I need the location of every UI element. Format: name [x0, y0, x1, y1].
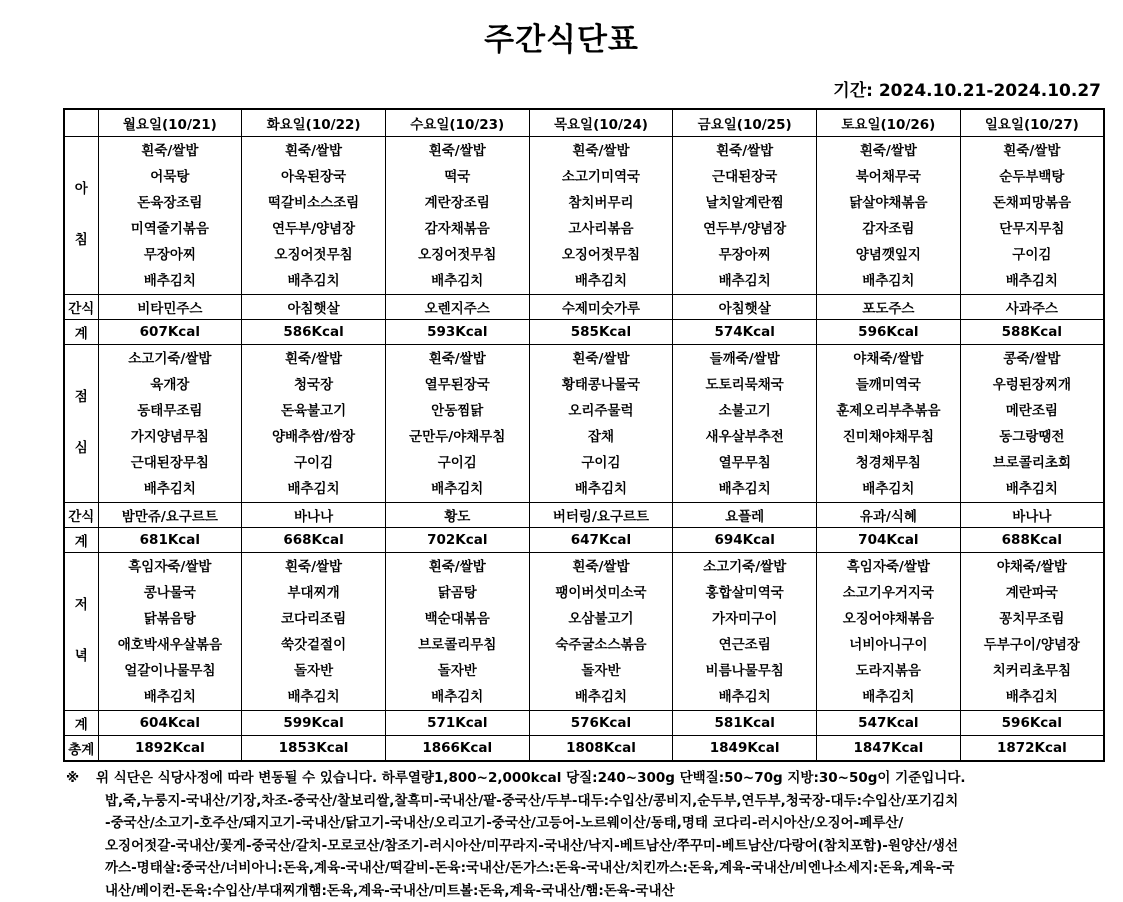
lunch-kcal-cell: 668Kcal	[242, 528, 386, 553]
dish-item: 배추김치	[242, 476, 385, 502]
dinner-kcal-label: 계	[64, 711, 98, 736]
breakfast-label-char: 침	[65, 228, 98, 254]
lunch-label-char	[65, 411, 98, 437]
dish-item: 돈육불고기	[242, 398, 385, 424]
dish-item: 북어채무국	[817, 164, 960, 190]
breakfast-kcal-cell: 596Kcal	[817, 320, 961, 345]
dish-item: 배추김치	[961, 476, 1103, 502]
breakfast-cell	[817, 137, 961, 295]
dinner-label-char: 녁	[65, 644, 98, 670]
day-header: 일요일(10/27)	[960, 109, 1104, 137]
breakfast-cell	[673, 137, 817, 295]
dish-item: 잡채	[530, 424, 673, 450]
dinner-label	[64, 553, 98, 711]
dish-item: 야채죽/쌀밥	[961, 554, 1103, 580]
dinner-kcal-cell: 581Kcal	[673, 711, 817, 736]
dish-item: 배추김치	[242, 684, 385, 710]
dish-item: 황태콩나물국	[530, 372, 673, 398]
dish-item: 군만두/야채무침	[386, 424, 529, 450]
notes	[66, 767, 1106, 902]
total-kcal-cell: 1849Kcal	[673, 736, 817, 762]
lunch-cell	[242, 345, 386, 503]
dish-item: 메란조림	[961, 398, 1103, 424]
dish-item: 단무지무침	[961, 216, 1103, 242]
dish-item: 브로콜리무침	[386, 632, 529, 658]
dish-item: 무장아찌	[99, 242, 242, 268]
dish-item: 육개장	[99, 372, 242, 398]
dish-item: 흰죽/쌀밥	[386, 346, 529, 372]
dish-item: 계란파국	[961, 580, 1103, 606]
dish-item: 닭곰탕	[386, 580, 529, 606]
dish-item: 근대된장국	[673, 164, 816, 190]
dish-item: 닭살야채볶음	[817, 190, 960, 216]
dish-item: 오리주물럭	[530, 398, 673, 424]
lunch-label-char: 심	[65, 436, 98, 462]
weekly-menu-table	[63, 108, 1105, 762]
lunch-snack-cell: 바나나	[960, 503, 1104, 528]
dish-item: 흰죽/쌀밥	[386, 138, 529, 164]
dish-item: 우렁된장찌개	[961, 372, 1103, 398]
total-kcal-row	[64, 736, 1104, 762]
dish-item: 치커리초무침	[961, 658, 1103, 684]
dish-item: 홍합살미역국	[673, 580, 816, 606]
dish-item: 구이김	[242, 450, 385, 476]
dish-item: 구이김	[386, 450, 529, 476]
lunch-kcal-cell: 688Kcal	[960, 528, 1104, 553]
lunch-snack-cell: 요플레	[673, 503, 817, 528]
corner-cell	[64, 109, 98, 137]
dish-item: 소고기우거지국	[817, 580, 960, 606]
day-header-row	[64, 109, 1104, 137]
dish-item: 돈채피망볶음	[961, 190, 1103, 216]
dish-item: 흑임자죽/쌀밥	[99, 554, 242, 580]
dish-item: 오삼불고기	[530, 606, 673, 632]
dish-item: 오징어야채볶음	[817, 606, 960, 632]
total-kcal-cell: 1853Kcal	[242, 736, 386, 762]
breakfast-snack-cell: 사과주스	[960, 295, 1104, 320]
dinner-cell	[817, 553, 961, 711]
dish-item: 쑥갓겉절이	[242, 632, 385, 658]
breakfast-kcal-cell: 588Kcal	[960, 320, 1104, 345]
breakfast-snack-row	[64, 295, 1104, 320]
total-kcal-cell: 1808Kcal	[529, 736, 673, 762]
dinner-cell	[960, 553, 1104, 711]
dinner-kcal-cell: 576Kcal	[529, 711, 673, 736]
menu-period: 기간: 2024.10.21-2024.10.27	[833, 76, 1101, 101]
dish-item: 미역줄기볶음	[99, 216, 242, 242]
dish-item: 부대찌개	[242, 580, 385, 606]
dish-item: 팽이버섯미소국	[530, 580, 673, 606]
breakfast-snack-cell: 비타민주스	[98, 295, 242, 320]
dish-item: 배추김치	[530, 684, 673, 710]
breakfast-snack-label: 간식	[64, 295, 98, 320]
dish-item: 열무된장국	[386, 372, 529, 398]
lunch-snack-cell: 밤만쥬/요구르트	[98, 503, 242, 528]
dish-item: 브로콜리초회	[961, 450, 1103, 476]
dinner-cell	[529, 553, 673, 711]
dish-item: 떡갈비소스조림	[242, 190, 385, 216]
dinner-label-char	[65, 619, 98, 645]
dish-item: 구이김	[961, 242, 1103, 268]
dish-item: 근대된장무침	[99, 450, 242, 476]
lunch-kcal-cell: 681Kcal	[98, 528, 242, 553]
dish-item: 흰죽/쌀밥	[817, 138, 960, 164]
dish-item: 청경채무침	[817, 450, 960, 476]
lunch-kcal-cell: 702Kcal	[385, 528, 529, 553]
lunch-snack-label: 간식	[64, 503, 98, 528]
dish-item: 양배추쌈/쌈장	[242, 424, 385, 450]
dinner-cell	[242, 553, 386, 711]
dish-item: 아욱된장국	[242, 164, 385, 190]
dish-item: 두부구이/양념장	[961, 632, 1103, 658]
dish-item: 흰죽/쌀밥	[530, 554, 673, 580]
lunch-cell	[817, 345, 961, 503]
dish-item: 콩나물국	[99, 580, 242, 606]
breakfast-cell	[98, 137, 242, 295]
breakfast-snack-cell: 오렌지주스	[385, 295, 529, 320]
breakfast-kcal-row	[64, 320, 1104, 345]
lunch-row	[64, 345, 1104, 503]
dish-item: 코다리조림	[242, 606, 385, 632]
dinner-label-char: 저	[65, 593, 98, 619]
dish-item: 오징어젓무침	[386, 242, 529, 268]
lunch-cell	[385, 345, 529, 503]
dish-item: 가지양념무침	[99, 424, 242, 450]
day-header: 수요일(10/23)	[385, 109, 529, 137]
dish-item: 진미채야채무침	[817, 424, 960, 450]
day-header: 금요일(10/25)	[673, 109, 817, 137]
dish-item: 애호박새우살볶음	[99, 632, 242, 658]
dish-item: 동태무조림	[99, 398, 242, 424]
dish-item: 콩죽/쌀밥	[961, 346, 1103, 372]
dish-item: 흰죽/쌀밥	[961, 138, 1103, 164]
dish-item: 너비아니구이	[817, 632, 960, 658]
dish-item: 새우살부추전	[673, 424, 816, 450]
dish-item: 숙주굴소스볶음	[530, 632, 673, 658]
dinner-kcal-row	[64, 711, 1104, 736]
dish-item: 비름나물무침	[673, 658, 816, 684]
dish-item: 야채죽/쌀밥	[817, 346, 960, 372]
lunch-cell	[529, 345, 673, 503]
dish-item: 어묵탕	[99, 164, 242, 190]
breakfast-kcal-cell: 607Kcal	[98, 320, 242, 345]
dish-item: 청국장	[242, 372, 385, 398]
menu-body	[64, 137, 1104, 762]
dish-item: 날치알계란찜	[673, 190, 816, 216]
breakfast-label	[64, 137, 98, 295]
lunch-snack-cell: 유과/식혜	[817, 503, 961, 528]
dish-item: 소고기미역국	[530, 164, 673, 190]
total-kcal-cell: 1872Kcal	[960, 736, 1104, 762]
dish-item: 연근조림	[673, 632, 816, 658]
lunch-cell	[98, 345, 242, 503]
dish-item: 돌자반	[530, 658, 673, 684]
dish-item: 들깨미역국	[817, 372, 960, 398]
dish-item: 동그랑땡전	[961, 424, 1103, 450]
breakfast-label-char	[65, 203, 98, 229]
dish-item: 도토리묵채국	[673, 372, 816, 398]
dish-item: 구이김	[530, 450, 673, 476]
note-calorie-standard: 위 식단은 식당사정에 따라 변동될 수 있습니다. 하루열량1,800~2,000kcal 당질:240~300g 단백질:50~70g 지방:30~50g이 기준입니다.	[66, 767, 1106, 790]
breakfast-kcal-cell: 593Kcal	[385, 320, 529, 345]
dish-item: 돈육장조림	[99, 190, 242, 216]
dish-item: 떡국	[386, 164, 529, 190]
dish-item: 배추김치	[242, 268, 385, 294]
dish-item: 연두부/양념장	[242, 216, 385, 242]
note-origin-line: 밥,죽,누룽지-국내산/기장,차조-중국산/찰보리쌀,찰흑미-국내산/팥-중국산/두부-대두:수입산/콩비지,순두부,연두부,청국장-대두:수입산/포기김치	[105, 790, 1106, 813]
dish-item: 닭볶음탕	[99, 606, 242, 632]
dish-item: 배추김치	[673, 476, 816, 502]
dish-item: 백순대볶음	[386, 606, 529, 632]
dish-item: 오징어젓무침	[242, 242, 385, 268]
dish-item: 배추김치	[961, 684, 1103, 710]
dish-item: 흰죽/쌀밥	[386, 554, 529, 580]
breakfast-snack-cell: 수제미숫가루	[529, 295, 673, 320]
dish-item: 배추김치	[817, 684, 960, 710]
dish-item: 돌자반	[242, 658, 385, 684]
dish-item: 흑임자죽/쌀밥	[817, 554, 960, 580]
dish-item: 배추김치	[673, 268, 816, 294]
dish-item: 참치버무리	[530, 190, 673, 216]
lunch-kcal-cell: 694Kcal	[673, 528, 817, 553]
note-origin-line: -중국산/소고기-호주산/돼지고기-국내산/닭고기-국내산/오리고기-중국산/고등어-노르웨이산/동태,명태 코다리-러시아산/오징어-페루산/	[105, 812, 1106, 835]
lunch-kcal-cell: 647Kcal	[529, 528, 673, 553]
dish-item: 돌자반	[386, 658, 529, 684]
lunch-kcal-cell: 704Kcal	[817, 528, 961, 553]
breakfast-kcal-cell: 574Kcal	[673, 320, 817, 345]
breakfast-label-char: 아	[65, 177, 98, 203]
lunch-label-char: 점	[65, 385, 98, 411]
dish-item: 흰죽/쌀밥	[530, 138, 673, 164]
breakfast-snack-cell: 아침햇살	[673, 295, 817, 320]
dish-item: 안동찜닭	[386, 398, 529, 424]
dish-item: 배추김치	[817, 268, 960, 294]
dish-item: 양념깻잎지	[817, 242, 960, 268]
day-header: 목요일(10/24)	[529, 109, 673, 137]
dish-item: 가자미구이	[673, 606, 816, 632]
total-kcal-cell: 1892Kcal	[98, 736, 242, 762]
breakfast-row	[64, 137, 1104, 295]
dish-item: 도라지볶음	[817, 658, 960, 684]
dish-item: 순두부백탕	[961, 164, 1103, 190]
dish-item: 고사리볶음	[530, 216, 673, 242]
dish-item: 흰죽/쌀밥	[242, 346, 385, 372]
dish-item: 무장아찌	[673, 242, 816, 268]
breakfast-kcal-cell: 586Kcal	[242, 320, 386, 345]
dinner-kcal-cell: 547Kcal	[817, 711, 961, 736]
dish-item: 배추김치	[817, 476, 960, 502]
dish-item: 들깨죽/쌀밥	[673, 346, 816, 372]
breakfast-kcal-cell: 585Kcal	[529, 320, 673, 345]
dish-item: 소고기죽/쌀밥	[673, 554, 816, 580]
dinner-kcal-cell: 596Kcal	[960, 711, 1104, 736]
dish-item: 꽁치무조림	[961, 606, 1103, 632]
lunch-label	[64, 345, 98, 503]
note-origin-line: 내산/베이컨-돈육:수입산/부대찌개햄:돈육,계육-국내산/미트볼:돈육,계육-국내산/햄:돈육-국내산	[105, 880, 1106, 902]
lunch-cell	[673, 345, 817, 503]
dish-item: 배추김치	[99, 476, 242, 502]
dinner-kcal-cell: 571Kcal	[385, 711, 529, 736]
dish-item: 배추김치	[386, 684, 529, 710]
day-header: 월요일(10/21)	[98, 109, 242, 137]
note-origin-line: 까스-명태살:중국산/너비아니:돈육,계육-국내산/떡갈비-돈육:국내산/돈가스:돈육-국내산/치킨까스:돈육,계육-국내산/비엔나소세지:돈육,계육-국	[105, 857, 1106, 880]
dish-item: 흰죽/쌀밥	[99, 138, 242, 164]
total-kcal-cell: 1847Kcal	[817, 736, 961, 762]
dinner-cell	[385, 553, 529, 711]
dish-item: 흰죽/쌀밥	[673, 138, 816, 164]
lunch-snack-cell: 황도	[385, 503, 529, 528]
dish-item: 배추김치	[530, 268, 673, 294]
dish-item: 흰죽/쌀밥	[242, 554, 385, 580]
dish-item: 배추김치	[386, 476, 529, 502]
lunch-snack-row	[64, 503, 1104, 528]
day-header: 토요일(10/26)	[817, 109, 961, 137]
breakfast-snack-cell: 포도주스	[817, 295, 961, 320]
breakfast-cell	[529, 137, 673, 295]
dish-item: 배추김치	[961, 268, 1103, 294]
dish-item: 소고기죽/쌀밥	[99, 346, 242, 372]
dish-item: 감자조림	[817, 216, 960, 242]
dish-item: 얼갈이나물무침	[99, 658, 242, 684]
dish-item: 배추김치	[99, 268, 242, 294]
note-origin-list	[66, 790, 1106, 902]
lunch-snack-cell: 버터링/요구르트	[529, 503, 673, 528]
dish-item: 열무무침	[673, 450, 816, 476]
breakfast-snack-cell: 아침햇살	[242, 295, 386, 320]
dinner-kcal-cell: 599Kcal	[242, 711, 386, 736]
dish-item: 배추김치	[99, 684, 242, 710]
dish-item: 오징어젓무침	[530, 242, 673, 268]
dish-item: 배추김치	[386, 268, 529, 294]
dish-item: 흰죽/쌀밥	[242, 138, 385, 164]
dish-item: 연두부/양념장	[673, 216, 816, 242]
lunch-snack-cell: 바나나	[242, 503, 386, 528]
page-title: 주간식단표	[0, 14, 1123, 59]
dinner-cell	[673, 553, 817, 711]
breakfast-cell	[960, 137, 1104, 295]
dish-item: 배추김치	[673, 684, 816, 710]
dish-item: 감자채볶음	[386, 216, 529, 242]
dish-item: 소불고기	[673, 398, 816, 424]
dish-item: 훈제오리부추볶음	[817, 398, 960, 424]
dinner-cell	[98, 553, 242, 711]
dish-item: 배추김치	[530, 476, 673, 502]
lunch-kcal-label: 계	[64, 528, 98, 553]
total-kcal-label: 총계	[64, 736, 98, 762]
dinner-row	[64, 553, 1104, 711]
breakfast-cell	[385, 137, 529, 295]
lunch-cell	[960, 345, 1104, 503]
dish-item: 계란장조림	[386, 190, 529, 216]
total-kcal-cell: 1866Kcal	[385, 736, 529, 762]
day-header: 화요일(10/22)	[242, 109, 386, 137]
note-origin-line: 오징어젓갈-국내산/꽃게-중국산/갈치-모로코산/참조기-러시아산/미꾸라지-국내산/낙지-베트남산/쭈꾸미-베트남산/다랑어(참치포함)-원양산/생선	[105, 835, 1106, 858]
dish-item: 흰죽/쌀밥	[530, 346, 673, 372]
breakfast-kcal-label: 계	[64, 320, 98, 345]
dinner-kcal-cell: 604Kcal	[98, 711, 242, 736]
lunch-kcal-row	[64, 528, 1104, 553]
note-mark: ※	[66, 767, 79, 790]
breakfast-cell	[242, 137, 386, 295]
